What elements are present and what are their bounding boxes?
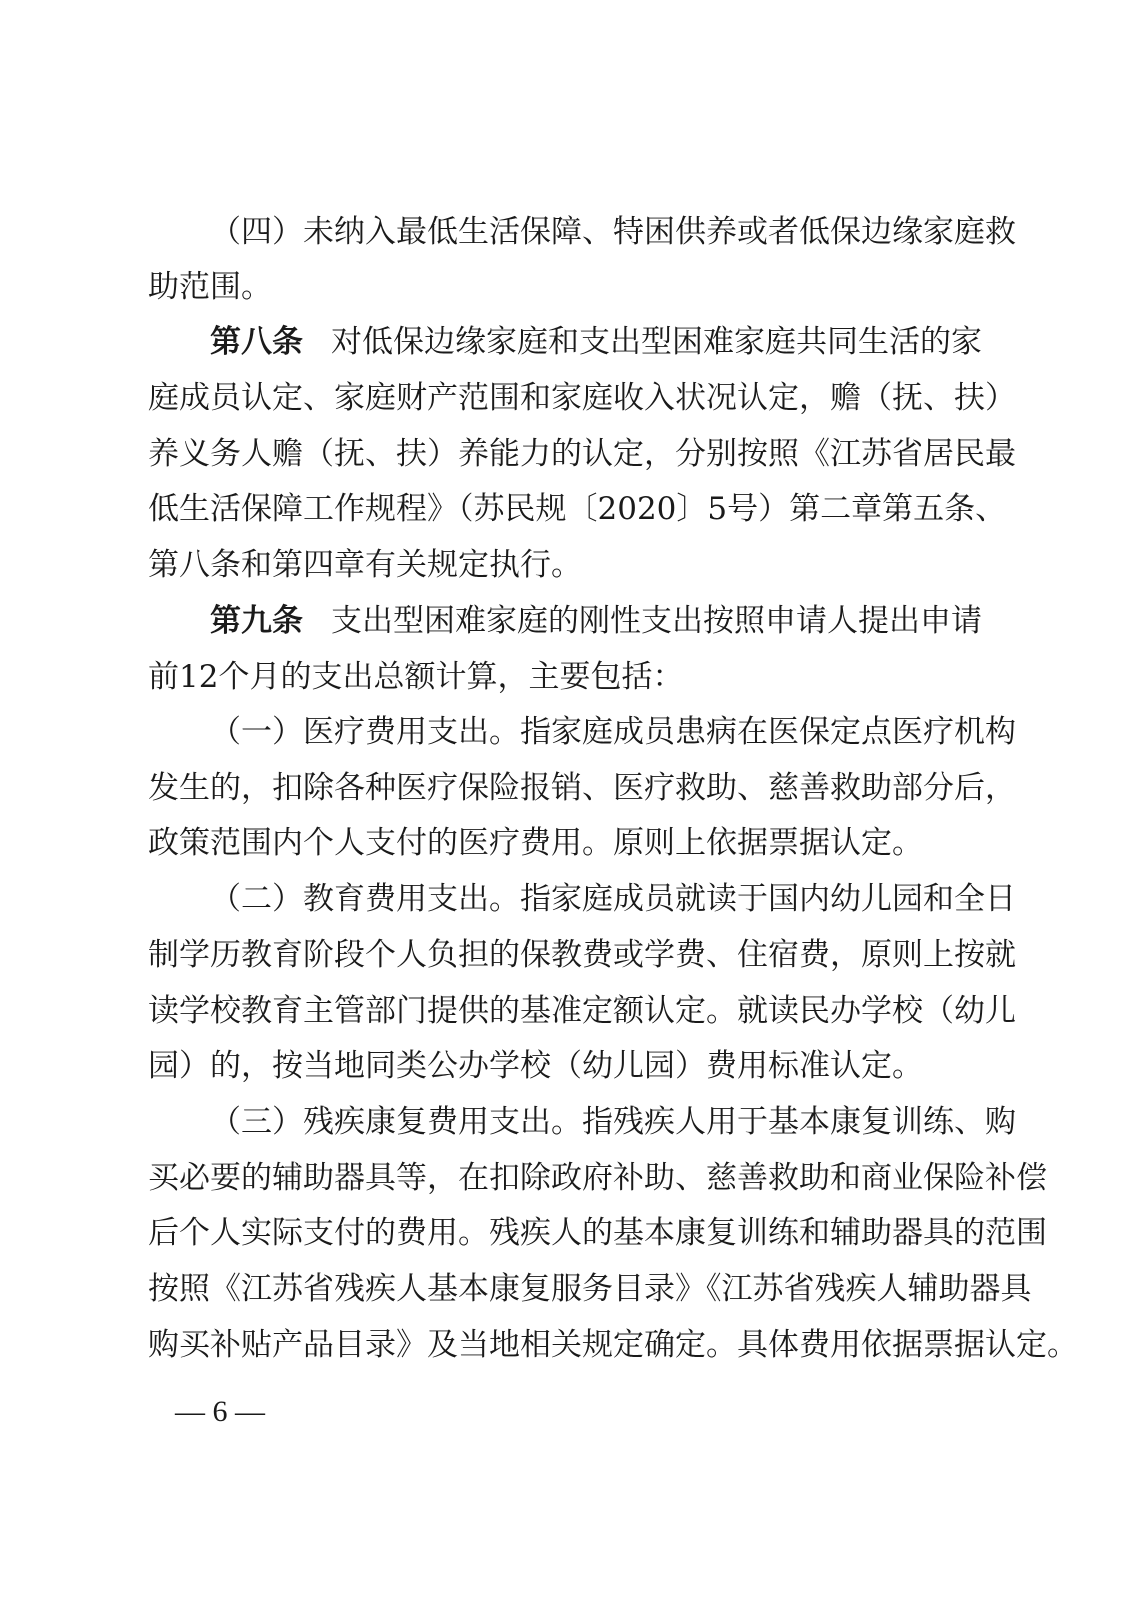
para-medical-line-3: 政策范围内个人支付的医疗费用。原则上依据票据认定。 — [148, 825, 923, 861]
para-medical-line-1: （一）医疗费用支出。指家庭成员患病在医保定点医疗机构 — [210, 714, 1016, 750]
para-item-4-line-1: （四）未纳入最低生活保障、特困供养或者低保边缘家庭救 — [210, 214, 1016, 250]
article-9-line-2: 前12个月的支出总额计算，主要包括： — [148, 659, 684, 695]
para-education-line-1: （二）教育费用支出。指家庭成员就读于国内幼儿园和全日 — [210, 881, 1016, 917]
para-disability-line-5: 购买补贴产品目录》及当地相关规定确定。具体费用依据票据认定。 — [148, 1327, 1078, 1363]
article-8-text: 对低保边缘家庭和支出型困难家庭共同生活的家 — [331, 324, 982, 360]
para-education-line-4: 园）的，按当地同类公办学校（幼儿园）费用标准认定。 — [148, 1048, 923, 1084]
para-education-line-2: 制学历教育阶段个人负担的保教费或学费、住宿费，原则上按就 — [148, 937, 1016, 973]
article-9-text: 支出型困难家庭的刚性支出按照申请人提出申请 — [331, 603, 982, 639]
article-8-label: 第八条 — [210, 324, 303, 360]
article-9-line-1 — [210, 601, 982, 641]
article-8-line-2: 庭成员认定、家庭财产范围和家庭收入状况认定，赡（抚、扶） — [148, 380, 1016, 416]
article-8-line-1 — [210, 322, 982, 362]
article-8-line-5: 第八条和第四章有关规定执行。 — [148, 547, 582, 583]
para-disability-line-4: 按照《江苏省残疾人基本康复服务目录》《江苏省残疾人辅助器具 — [148, 1271, 1032, 1307]
para-disability-line-3: 后个人实际支付的费用。残疾人的基本康复训练和辅助器具的范围 — [148, 1215, 1047, 1251]
article-8-line-4: 低生活保障工作规程》（苏民规〔2020〕5号）第二章第五条、 — [148, 491, 1007, 527]
article-8-line-3: 养义务人赡（抚、扶）养能力的认定，分别按照《江苏省居民最 — [148, 436, 1016, 472]
para-medical-line-2: 发生的，扣除各种医疗保险报销、医疗救助、慈善救助部分后， — [148, 770, 1016, 806]
para-disability-line-2: 买必要的辅助器具等，在扣除政府补助、慈善救助和商业保险补偿 — [148, 1160, 1047, 1196]
para-disability-line-1: （三）残疾康复费用支出。指残疾人用于基本康复训练、购 — [210, 1104, 1016, 1140]
para-item-4-line-2: 助范围。 — [148, 269, 272, 305]
page-number: — 6 — — [175, 1395, 265, 1428]
article-9-label: 第九条 — [210, 603, 303, 639]
para-education-line-3: 读学校教育主管部门提供的基准定额认定。就读民办学校（幼儿 — [148, 993, 1016, 1029]
